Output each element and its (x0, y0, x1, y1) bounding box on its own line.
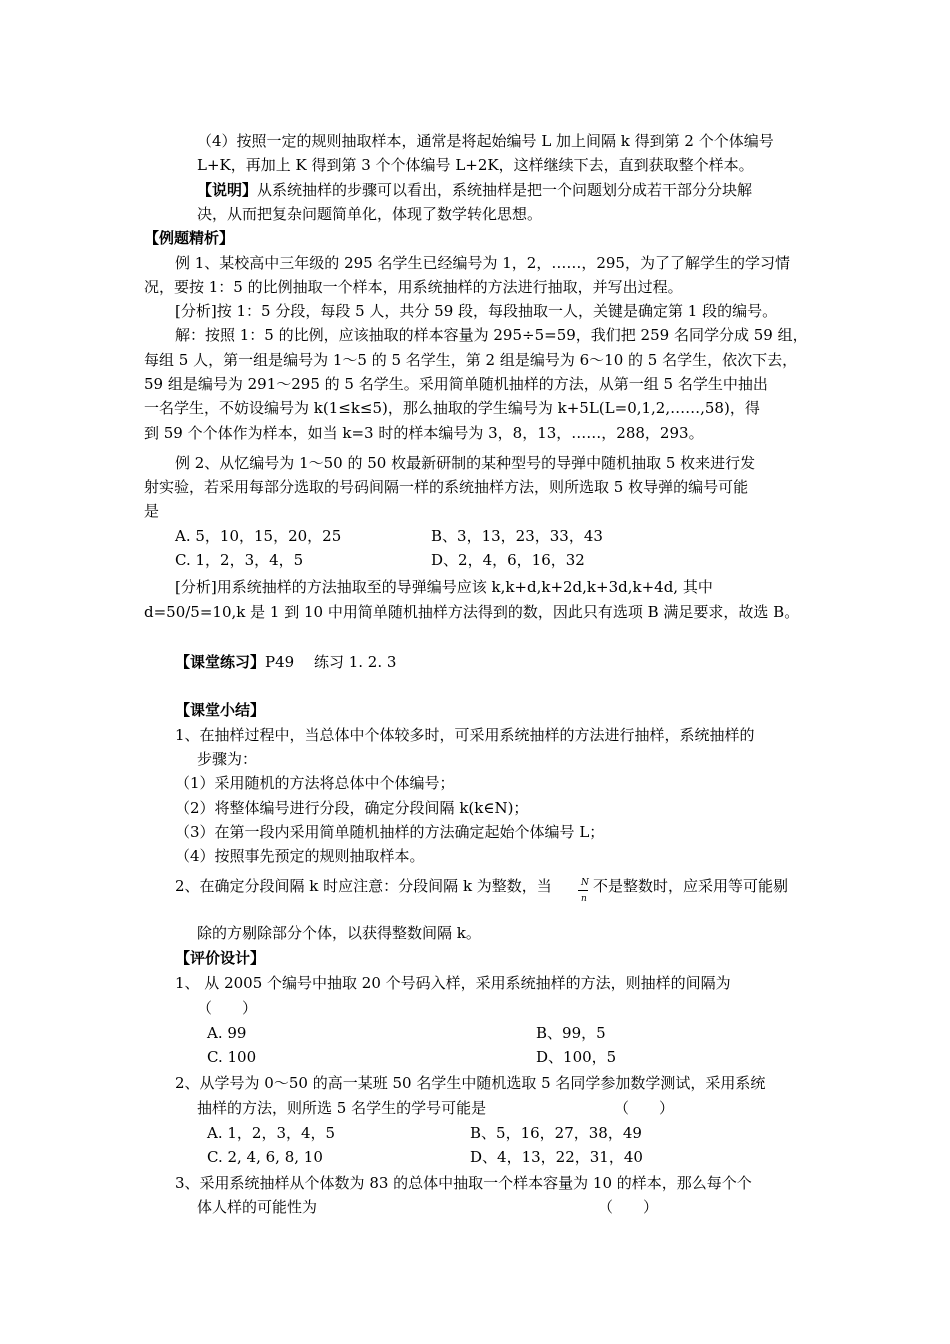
ex1-solution-line-3: 59 组是编号为 291～295 的 5 名学生。采用简单随机抽样的方法，从第一组 5 名学生中抽出 (144, 375, 768, 393)
q2-line-2: 抽样的方法，则所选 5 名学生的学号可能是 (197, 1099, 487, 1117)
note-line-1 (197, 180, 752, 200)
summary-2-line-1b: 不是整数时，应采用等可能剔 (593, 877, 789, 895)
ex1-line-2: 况，要按 1：5 的比例抽取一个样本，用系统抽样的方法进行抽取，并写出过程。 (144, 278, 683, 296)
step4-line-1: （4）按照一定的规则抽取样本，通常是将起始编号 L 加上间隔 k 得到第 2 个个体编号 (197, 132, 774, 150)
q2-option-b: B、5，16，27，38，49 (470, 1124, 642, 1142)
practice-text: P49 练习 1. 2. 3 (265, 653, 397, 671)
ex2-line-2: 射实验，若采用每部分选取的号码间隔一样的系统抽样方法，则所选取 5 枚导弹的编号可能 (144, 478, 749, 496)
note-label: 【说明】 (197, 181, 258, 199)
ex2-option-d: D、2，4，6，16，32 (431, 551, 585, 569)
step4-line-2: L+K，再加上 K 得到第 3 个个体编号 L+2K，这样继续下去，直到获取整个样本。 (197, 156, 754, 174)
q2-answer-paren: （ ） (614, 1099, 675, 1117)
ex1-solution-line-2: 每组 5 人，第一组是编号为 1～5 的 5 名学生，第 2 组是编号为 6～10 的 5 名学生，依次下去， (144, 351, 798, 369)
ex1-solution-line-5: 到 59 个个体作为样本，如当 k=3 时的样本编号为 3，8，13，……，288，293。 (144, 424, 704, 442)
q1-option-d: D、100，5 (536, 1048, 617, 1066)
q3-answer-paren: （ ） (598, 1198, 659, 1216)
practice-line (175, 652, 396, 672)
q1-answer-paren: （ ） (197, 999, 258, 1017)
summary-step-1: （1）采用随机的方法将总体中个体编号； (175, 774, 455, 792)
practice-label: 【课堂练习】 (175, 653, 266, 671)
ex2-option-c: C. 1，2，3，4，5 (175, 551, 304, 569)
ex2-analysis-line-1: [分析]用系统抽样的方法抽取至的导弹编号应该 k,k+d,k+2d,k+3d,k+4d, 其中 (175, 578, 713, 596)
q1-option-c: C. 100 (207, 1048, 257, 1066)
ex1-solution-line-4: 一名学生，不妨设编号为 k(1≤k≤5)，那么抽取的学生编号为 k+5L(L=0,1,2,……,58)，得 (144, 399, 760, 417)
q3-line-2: 体人样的可能性为 (197, 1198, 318, 1216)
ex1-analysis: [分析]按 1：5 分段，每段 5 人，共分 59 段，每段抽取一人，关键是确定第 1 段的编号。 (175, 302, 778, 320)
q2-option-d: D、4，13，22，31，40 (470, 1148, 643, 1166)
summary-1-line-2: 步骤为： (197, 750, 258, 768)
fraction-denominator: n (581, 894, 587, 904)
q3-line-1: 3、采用系统抽样从个体数为 83 的总体中抽取一个样本容量为 10 的样本，那么每个个 (175, 1174, 752, 1192)
summary-2-line-1a: 2、在确定分段间隔 k 时应注意：分段间隔 k 为整数，当 (175, 877, 552, 895)
q2-option-c: C. 2, 4, 6, 8, 10 (207, 1148, 323, 1166)
summary-heading: 【课堂小结】 (175, 701, 266, 719)
q1-line-1: 1、 从 2005 个编号中抽取 20 个号码入样，采用系统抽样的方法，则抽样的间隔为 (175, 974, 731, 992)
ex2-option-b: B、3，13，23，33，43 (431, 527, 603, 545)
ex2-line-3: 是 (144, 502, 160, 520)
ex2-option-a: A. 5，10，15，20，25 (175, 527, 342, 545)
q1-option-b: B、99，5 (536, 1024, 606, 1042)
summary-step-2: （2）将整体编号进行分段，确定分段间隔 k(k∈N)； (175, 799, 529, 817)
summary-step-4: （4）按照事先预定的规则抽取样本。 (175, 847, 425, 865)
summary-step-3: （3）在第一段内采用简单随机抽样的方法确定起始个体编号 L； (175, 823, 605, 841)
ex1-line-1: 例 1、某校高中三年级的 295 名学生已经编号为 1，2，……，295，为了了解学生的学习情 (175, 254, 790, 272)
ex2-line-1: 例 2、从忆编号为 1～50 的 50 枚最新研制的某种型号的导弹中随机抽取 5 枚来进行发 (175, 454, 756, 472)
q2-line-1: 2、从学号为 0～50 的高一某班 50 名学生中随机选取 5 名同学参加数学测试，采用系统 (175, 1074, 766, 1092)
fraction-numerator: N (581, 878, 589, 888)
note-line-2: 决，从而把复杂问题简单化，体现了数学转化思想。 (197, 205, 543, 223)
summary-1-line-1: 1、在抽样过程中，当总体中个体较多时，可采用系统抽样的方法进行抽样，系统抽样的 (175, 726, 755, 744)
note-text-1: 从系统抽样的步骤可以看出，系统抽样是把一个问题划分成若干部分分块解 (257, 181, 753, 199)
fraction-bar (578, 890, 588, 891)
ex2-analysis-line-2: d=50/5=10,k 是 1 到 10 中用简单随机抽样方法得到的数，因此只有选项 B 满足要求，故选 B。 (144, 603, 800, 621)
evaluation-heading: 【评价设计】 (175, 949, 266, 967)
ex1-solution-line-1: 解：按照 1：5 的比例，应该抽取的样本容量为 295÷5=59，我们把 259 名同学分成 59 组， (175, 326, 808, 344)
q1-option-a: A. 99 (207, 1024, 247, 1042)
q2-option-a: A. 1，2，3，4，5 (207, 1124, 336, 1142)
examples-heading: 【例题精析】 (144, 229, 235, 247)
summary-2-line-2: 除的方剔除部分个体，以获得整数间隔 k。 (197, 924, 481, 942)
